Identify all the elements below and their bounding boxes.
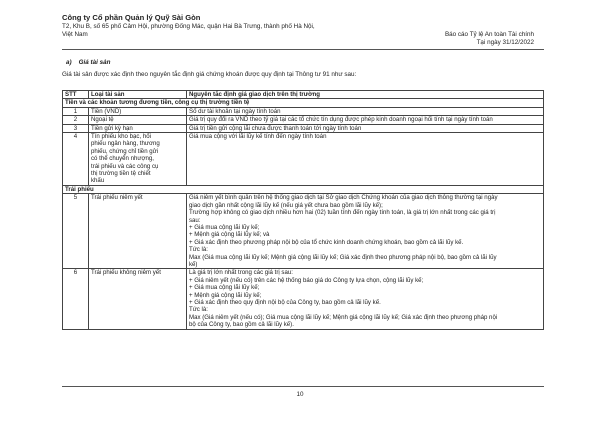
header-divider: [62, 49, 544, 50]
principle-line: bộ của Công ty, bao gồm cả lãi lũy kế).: [189, 321, 294, 329]
row-principle: Giá mua cộng với lãi lũy kế tính đến ngày tính toán: [187, 133, 544, 186]
type-line: có thể chuyển nhượng,: [91, 155, 154, 163]
table-row: [63, 269, 544, 329]
page-number: 10: [296, 391, 304, 398]
principle-line: + Giá mua cộng lãi lũy kế;: [189, 284, 260, 292]
type-line: phiếu, chứng chỉ tiền gửi: [91, 147, 159, 155]
header-asset-type: Loại tài sản: [89, 91, 187, 99]
asset-valuation-table: [62, 90, 544, 330]
row-asset-type: Trái phiếu niêm yết: [89, 194, 187, 269]
table-row: [63, 194, 544, 269]
row-stt: 2: [63, 116, 89, 124]
row-asset-type: Tiền gửi kỳ hạn: [89, 124, 187, 132]
company-name: Công ty Cổ phần Quản lý Quỹ Sài Gòn: [62, 13, 201, 22]
row-principle: [187, 269, 544, 329]
principle-line: Tức là:: [189, 246, 208, 254]
group-label: Tiền và các khoản tương đương tiền, công cụ thị trường tiền tệ: [63, 99, 544, 107]
group-row-cash: [63, 99, 544, 107]
principle-line: + Mệnh giá cộng lãi lũy kế; và: [189, 231, 270, 239]
report-date: Tại ngày 31/12/2022: [476, 39, 534, 46]
principle-line: giao dịch gần nhất cộng lãi lũy kế (nếu giá yết chưa bao gồm lãi lũy kế);: [189, 201, 383, 209]
group-label: Trái phiếu: [63, 185, 544, 193]
row-principle: Giá trị quy đổi ra VND theo tỷ giá tại các tổ chức tín dụng được phép kinh doanh ngoại hối tính tại ngày tính toán: [187, 116, 544, 124]
row-stt: 6: [63, 269, 89, 329]
principle-line: Trường hợp không có giao dịch nhiều hơn hai (02) tuần tính đến ngày tính toán, là giá trị lớn nhất trong các giá trị: [189, 209, 496, 217]
header-report-block: [445, 31, 534, 47]
principle-line: + Mệnh giá cộng lãi lũy kế;: [189, 291, 262, 299]
group-row-bonds: [63, 185, 544, 193]
header-stt: STT: [63, 91, 89, 99]
row-asset-type: [89, 133, 187, 186]
principle-line: + Giá xác định theo quy định nội bộ của Công ty, bao gồm cả lãi lũy kế.: [189, 298, 381, 306]
type-line: Tín phiếu kho bạc, hối: [91, 133, 151, 141]
section-heading: [66, 59, 110, 66]
row-asset-type: Tiền (VND): [89, 107, 187, 115]
table-row: [63, 107, 544, 115]
type-line: trái phiếu và các công cụ: [91, 162, 159, 170]
header-principle: Nguyên tắc định giá giao dịch trên thị trường: [187, 91, 544, 99]
section-letter: a): [66, 59, 72, 66]
principle-line: kế): [189, 260, 198, 268]
type-line: phiếu ngân hàng, thương: [91, 140, 160, 148]
company-address-line2: Việt Nam: [62, 30, 88, 38]
principle-line: Max (Giá mua cộng lãi lũy kế; Mệnh giá cộng lãi lũy kế; Giá xác định theo phương pháp nội bộ, bao gồm cả lãi lũy: [189, 253, 497, 261]
principle-line: Là giá trị lớn nhất trong các giá trị sau:: [189, 269, 293, 277]
row-stt: 1: [63, 107, 89, 115]
principle-line: Max (Giá niêm yết (nếu có); Giá mua cộng lãi lũy kế; Mệnh giá cộng lãi lũy kế; Giá xác định theo phương pháp nội: [189, 313, 498, 321]
report-title: Báo cáo Tỷ lệ An toàn Tài chính: [444, 31, 534, 38]
row-asset-type: Ngoại tệ: [89, 116, 187, 124]
type-line: khấu: [91, 177, 105, 185]
row-asset-type: Trái phiếu không niêm yết: [89, 269, 187, 329]
section-intro: Giá tài sản được xác định theo nguyên tắc định giá chứng khoán được quy định tại Thông tư 91 như sau:: [62, 71, 357, 78]
row-stt: 3: [63, 124, 89, 132]
principle-line: + Giá xác định theo phương pháp nội bộ của tổ chức kinh doanh chứng khoán, bao gồm cả lãi lũy kế.: [189, 238, 464, 246]
row-stt: 4: [63, 133, 89, 186]
principle-line: + Giá niêm yết (nếu có) trên các hệ thống báo giá do Công ty lựa chọn, cộng lãi lũy kế;: [189, 276, 424, 284]
table-row: [63, 133, 544, 186]
table-row: [63, 124, 544, 132]
principle-line: sau:: [189, 216, 201, 224]
footer-divider: [62, 386, 544, 387]
principle-line: + Giá mua cộng lãi lũy kế;: [189, 223, 260, 231]
table-header-row: [63, 91, 544, 99]
principle-line: Tức là:: [189, 306, 208, 314]
row-principle: [187, 194, 544, 269]
header-company-block: [62, 13, 382, 39]
company-address-line1: T2, Khu B, số 65 phố Cảm Hội, phường Đống Mác, quận Hai Bà Trưng, thành phố Hà Nội,: [62, 22, 315, 30]
row-stt: 5: [63, 194, 89, 269]
type-line: thị trường tiền tệ chiết: [91, 170, 151, 178]
row-principle: Số dư tài khoản tại ngày tính toán: [187, 107, 544, 115]
principle-line: Giá niêm yết bình quân trên hệ thống giao dịch tại Sở giao dịch Chứng khoán của giao dịch thông thường tại ngày: [189, 194, 498, 202]
section-title: Giá tài sản: [78, 59, 111, 66]
row-principle: Giá trị tiền gửi cộng lãi chưa được thanh toán tới ngày tính toán: [187, 124, 544, 132]
table-row: [63, 116, 544, 124]
